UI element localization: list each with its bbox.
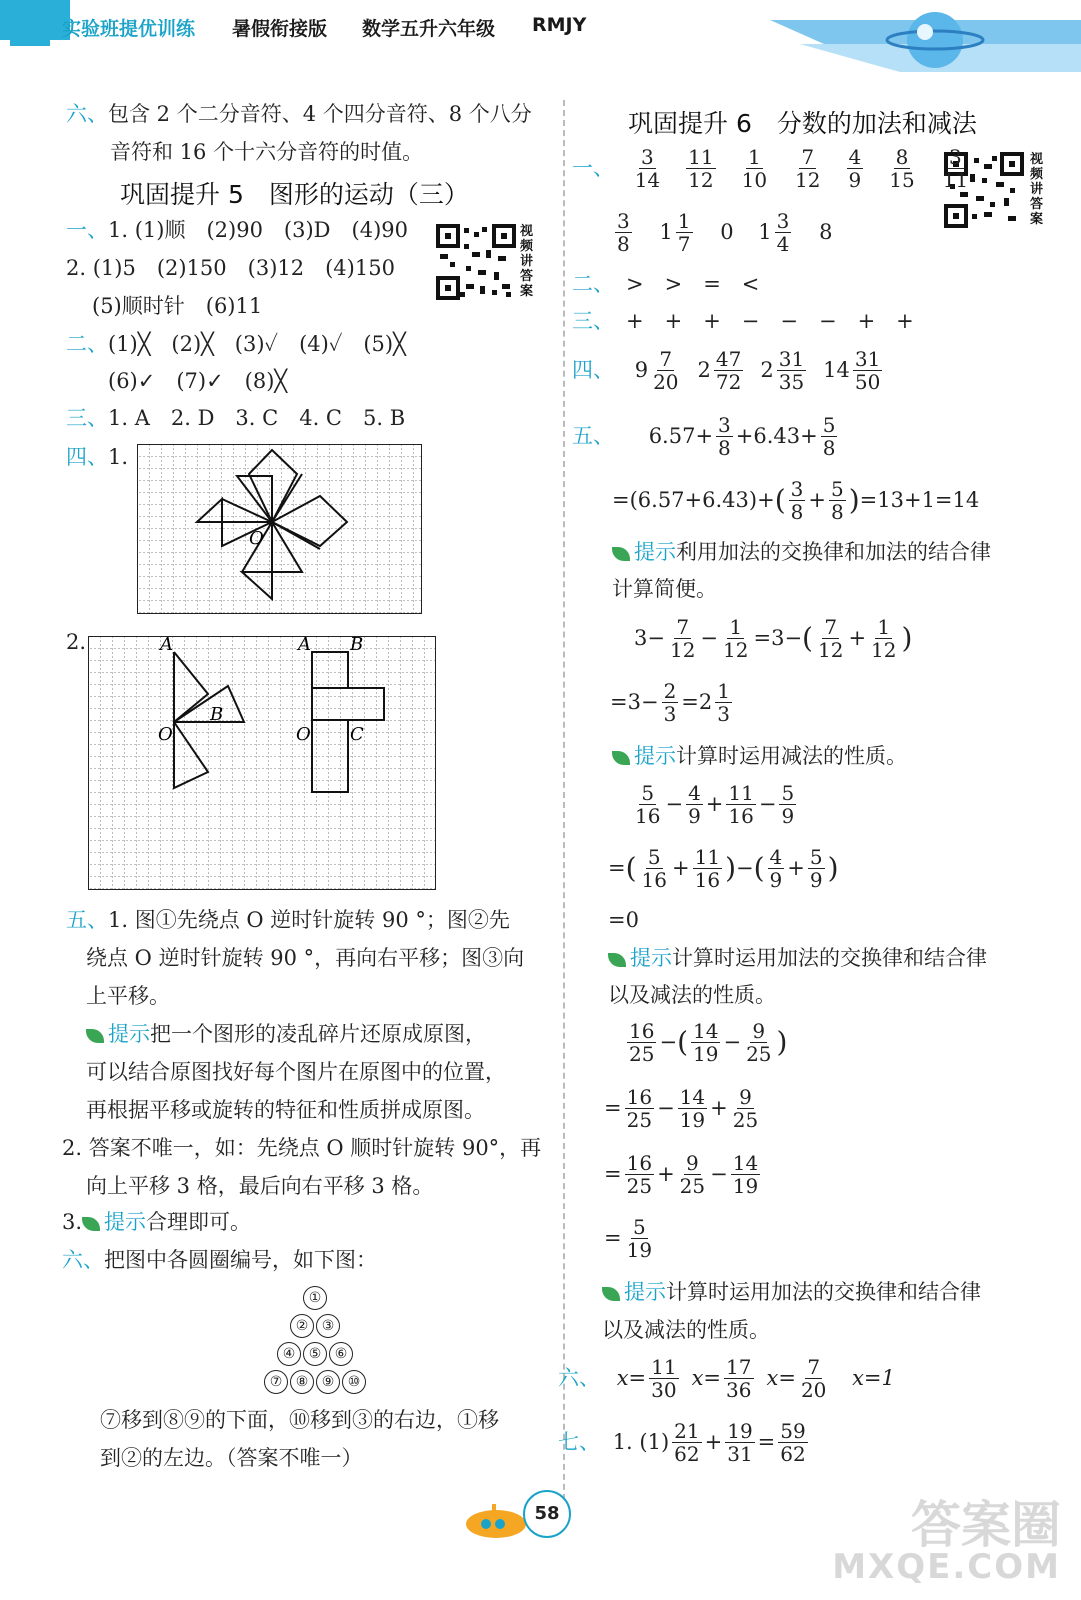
left-s2-line1: 二、(1)╳ (2)╳ (3)✓ (4)✓ (5)╳ — [66, 332, 406, 356]
fraction: $\frac{7}{12}$ — [817, 615, 844, 662]
page-number: 58 — [523, 1490, 571, 1538]
fraction: $\frac{5}{19}$ — [626, 1215, 653, 1262]
fraction: $\frac{2}{3}$ — [663, 679, 677, 726]
left-s1-line3: (5)顺时针 (6)11 — [92, 294, 263, 318]
section-title-6: 巩固提升 6 分数的加法和减法 — [628, 109, 977, 138]
right-e3: $\frac{5}{16}$ − $\frac{4}{9}$ + $\frac{11}{16}$ − $\frac{5}{9}$ — [635, 781, 795, 828]
var-x: x= — [691, 1366, 722, 1390]
left-s5-2a: 2. 答案不唯一，如：先绕点 O 顺时针旋转 90°，再 — [62, 1136, 542, 1160]
fig1-label-o: O — [249, 528, 264, 549]
fraction: $\frac{4}{9}$ — [688, 781, 701, 828]
fraction: $\frac{14}{19}$ — [679, 1085, 706, 1132]
mixed-whole: 2 — [697, 358, 711, 382]
fraction: $\frac{3}{14}$ — [634, 145, 661, 192]
section-title-5: 巩固提升 5 图形的运动（三） — [120, 180, 469, 209]
right-r5-e1: 五、 6.57+ $\frac{3}{8}$ +6.43+ $\frac{5}{8}$ — [572, 413, 836, 460]
watermark-bottom: MXQE.COM — [832, 1547, 1061, 1587]
fraction: $\frac{7}{12}$ — [795, 145, 821, 192]
leaf-icon — [608, 953, 626, 967]
left-s1-line1: 一、1. (1)顺 (2)90 (3)D (4)90 — [66, 218, 408, 242]
left-s1-line2: 2. (1)5 (2)150 (3)12 (4)150 — [66, 256, 395, 280]
fraction: $\frac{1}{7}$ — [677, 209, 691, 256]
left-s2-line2: (6)✓ (7)✓ (8)╳ — [108, 369, 288, 393]
mixed-whole: 9 — [634, 358, 649, 382]
fraction: $\frac{11}{30}$ — [651, 1355, 677, 1402]
circle-row-2 — [240, 1314, 390, 1342]
fig2-label-b2: B — [350, 636, 364, 655]
right-hint1-a: 提示利用加法的交换律和加法的结合律 — [612, 542, 991, 563]
fraction: $\frac{11}{16}$ — [694, 845, 721, 892]
fraction: $\frac{5}{16}$ — [641, 845, 667, 892]
right-hint1-b: 计算简便。 — [612, 577, 717, 601]
fraction: $\frac{4}{9}$ — [769, 845, 783, 892]
left-hint1-c: 再根据平移或旋转的特征和性质拼成原图。 — [86, 1098, 485, 1122]
fraction: $\frac{7}{12}$ — [669, 615, 696, 662]
fraction: $\frac{1}{12}$ — [723, 615, 749, 662]
right-hint3-a: 提示计算时运用加法的交换律和结合律 — [608, 948, 987, 969]
fig2-label-a2: A — [298, 636, 311, 655]
right-e3-result: =0 — [608, 908, 639, 932]
right-r1-row1: 一、 $\frac{3}{14}$ $\frac{11}{12}$ $\frac{1}{10}$ $\frac{7}{12}$ $\frac{4}{9}$ $\frac{8}{15}$ $\frac{3}{11}$ — [572, 146, 982, 191]
right-e4: $\frac{16}{25}$ −( $\frac{14}{19}$ − $\frac{9}{25}$ ) — [629, 1019, 788, 1066]
subject-title: 数学五升六年级 — [362, 18, 496, 40]
mixed-whole: 14 — [823, 358, 850, 382]
fraction: $\frac{3}{8}$ — [617, 209, 630, 256]
column-divider — [563, 100, 565, 1520]
left-q6-line1: 六、包含 2 个二分音符、4 个四分音符、8 个八分 — [66, 102, 532, 126]
fraction: $\frac{14}{19}$ — [732, 1151, 759, 1198]
watermark-top: 答案圈 — [911, 1496, 1061, 1554]
right-r4: 四、 9 $\frac{7}{20}$ 2 $\frac{47}{72}$ 2 $\frac{31}{35}$ 14 $\frac{31}{50}$ — [572, 348, 885, 393]
series-title: 实验班提优训练 — [62, 18, 196, 40]
right-r3: 三、 + + + − − − + + — [572, 309, 914, 333]
fraction: $\frac{9}{25}$ — [679, 1151, 706, 1198]
fraction: $\frac{31}{50}$ — [854, 347, 881, 394]
fraction: $\frac{5}{8}$ — [822, 413, 836, 460]
code-title: RMJY — [532, 14, 587, 36]
left-s6-line: 六、把图中各圆圈编号，如下图： — [62, 1248, 377, 1272]
fraction: $\frac{7}{20}$ — [653, 347, 679, 394]
var-x: x= — [616, 1366, 647, 1390]
right-r2: 二、 > > = < — [572, 272, 760, 296]
circle-row-1 — [240, 1286, 390, 1314]
leaf-icon — [612, 751, 630, 765]
fraction: $\frac{4}{9}$ — [848, 145, 862, 192]
right-e3-step2: =( $\frac{5}{16}$ + $\frac{11}{16}$ )−( $\frac{4}{9}$ + $\frac{5}{9}$ ) — [608, 845, 839, 892]
left-s4-item2: 2. — [66, 630, 87, 654]
right-hint3-b: 以及减法的性质。 — [608, 983, 776, 1007]
right-e4-result: = $\frac{5}{19}$ — [604, 1215, 653, 1262]
leaf-icon — [86, 1029, 104, 1043]
circle-row-3 — [240, 1342, 390, 1370]
circle-item: ① — [303, 1286, 327, 1310]
left-s5-line3: 上平移。 — [86, 984, 170, 1008]
right-e4-step2: = $\frac{16}{25}$ − $\frac{14}{19}$ + $\frac{9}{25}$ — [604, 1085, 759, 1132]
circle-item: ⑨ — [316, 1370, 340, 1394]
edition-title: 暑假衔接版 — [232, 18, 328, 40]
circle-item: ③ — [316, 1314, 340, 1338]
leaf-icon — [602, 1287, 620, 1301]
right-r6: 六、 x= $\frac{11}{30}$ x= $\frac{17}{36}$ x= $\frac{7}{20}$ x=1 — [558, 1355, 895, 1402]
fraction: $\frac{47}{72}$ — [715, 347, 742, 394]
leaf-icon — [612, 547, 630, 561]
fraction: $\frac{16}{25}$ — [629, 1019, 655, 1066]
right-e2: 3− $\frac{7}{12}$ − $\frac{1}{12}$ =3−( $\frac{7}{12}$ + $\frac{1}{12}$ ) — [634, 615, 913, 662]
fig2-label-o1: O — [158, 724, 173, 745]
left-s6-ans1: ⑦移到⑧⑨的下面，⑩移到③的右边，①移 — [100, 1408, 499, 1432]
fig2-label-a1: A — [160, 636, 173, 655]
fraction: $\frac{16}{25}$ — [626, 1151, 653, 1198]
qr-code-left[interactable] — [436, 224, 516, 300]
left-s6-ans2: 到②的左边。（答案不唯一） — [100, 1446, 363, 1470]
fraction: $\frac{31}{35}$ — [778, 347, 805, 394]
left-s5-2b: 向上平移 3 格，最后向右平移 3 格。 — [86, 1174, 434, 1198]
left-s5-line1: 五、1. 图①先绕点 O 逆时针旋转 90 °；图②先 — [66, 908, 510, 932]
fraction: $\frac{8}{15}$ — [889, 145, 915, 192]
circle-item: ⑤ — [303, 1342, 327, 1366]
right-r1-row2: $\frac{3}{8}$ 1 $\frac{1}{7}$ 0 1 $\frac{3}{4}$ 8 — [617, 209, 833, 256]
fig2-label-o2: O — [296, 724, 311, 745]
leaf-icon — [82, 1217, 100, 1231]
var-x: x= — [766, 1366, 796, 1390]
left-s5-line2: 绕点 O 逆时针旋转 90 °，再向右平移；图③向 — [86, 946, 525, 970]
circle-item: ⑦ — [264, 1370, 288, 1394]
circle-row-4 — [240, 1370, 390, 1398]
mixed-whole: 2 — [760, 358, 774, 382]
fraction: $\frac{11}{16}$ — [728, 781, 754, 828]
submarine-icon — [462, 1498, 532, 1542]
fraction: $\frac{1}{10}$ — [741, 145, 768, 192]
circle-item: ⑩ — [342, 1370, 366, 1394]
right-hint4-a: 提示计算时运用加法的交换律和结合律 — [602, 1282, 981, 1303]
fraction: $\frac{1}{3}$ — [717, 679, 730, 726]
fraction: $\frac{3}{8}$ — [790, 477, 804, 524]
fraction: $\frac{3}{4}$ — [776, 209, 790, 256]
left-q6-line2: 音符和 16 个十六分音符的时值。 — [110, 140, 424, 164]
circle-item: ⑧ — [290, 1370, 314, 1394]
circle-triangle — [240, 1286, 390, 1398]
fraction: $\frac{7}{20}$ — [800, 1355, 827, 1402]
fraction: $\frac{5}{8}$ — [830, 477, 844, 524]
fraction: $\frac{19}{31}$ — [727, 1419, 753, 1466]
fraction: $\frac{5}{9}$ — [781, 781, 795, 828]
qr-label-left: 视频讲答案 — [520, 224, 534, 299]
figure-2-grid — [88, 636, 436, 890]
right-hint4-b: 以及减法的性质。 — [602, 1318, 770, 1342]
watermark — [832, 1496, 1061, 1587]
fraction: $\frac{5}{16}$ — [635, 781, 661, 828]
fraction: $\frac{16}{25}$ — [626, 1085, 653, 1132]
left-s5-3: 3. 提示合理即可。 — [62, 1210, 252, 1234]
fraction: $\frac{3}{11}$ — [942, 145, 969, 192]
page-header — [0, 0, 1081, 90]
circle-item: ⑥ — [329, 1342, 353, 1366]
fraction: $\frac{14}{19}$ — [693, 1019, 719, 1066]
fig2-label-c: C — [350, 724, 364, 745]
right-hint2: 提示计算时运用减法的性质。 — [612, 746, 907, 767]
fraction: $\frac{9}{25}$ — [746, 1019, 772, 1066]
qr-code-icon — [436, 224, 516, 300]
fraction: $\frac{5}{9}$ — [809, 845, 823, 892]
right-e2-step2: =3− $\frac{2}{3}$ =2 $\frac{1}{3}$ — [610, 679, 730, 726]
right-r5-e1-step2: =(6.57+6.43)+( $\frac{3}{8}$ + $\frac{5}{8}$ )=13+1=14 — [612, 477, 980, 524]
right-e4-step3: = $\frac{16}{25}$ + $\frac{9}{25}$ − $\frac{14}{19}$ — [604, 1151, 759, 1198]
fraction: $\frac{1}{12}$ — [871, 615, 897, 662]
fig2-label-b1: B — [210, 704, 224, 725]
fraction: $\frac{9}{25}$ — [732, 1085, 759, 1132]
left-s3-line: 三、1. A 2. D 3. C 4. C 5. B — [66, 406, 406, 430]
qr-label-right: 视频讲答案 — [1030, 152, 1044, 227]
fraction: $\frac{3}{8}$ — [718, 413, 731, 460]
circle-item: ② — [290, 1314, 314, 1338]
left-s4-line: 四、1. — [66, 445, 129, 469]
fraction: $\frac{21}{62}$ — [674, 1419, 700, 1466]
figure-1-pinwheel — [137, 444, 422, 614]
circle-item: ④ — [277, 1342, 301, 1366]
fraction: $\frac{59}{62}$ — [780, 1419, 806, 1466]
right-r7: 七、 1. (1) $\frac{21}{62}$ + $\frac{19}{31}$ = $\frac{59}{62}$ — [558, 1419, 806, 1466]
fraction: $\frac{17}{36}$ — [726, 1355, 752, 1402]
left-hint1-b: 可以结合原图找好每个图片在原图中的位置， — [86, 1060, 506, 1084]
left-hint1-a: 提示把一个图形的凌乱碎片还原成原图， — [86, 1024, 486, 1045]
fraction: $\frac{11}{12}$ — [688, 145, 714, 192]
